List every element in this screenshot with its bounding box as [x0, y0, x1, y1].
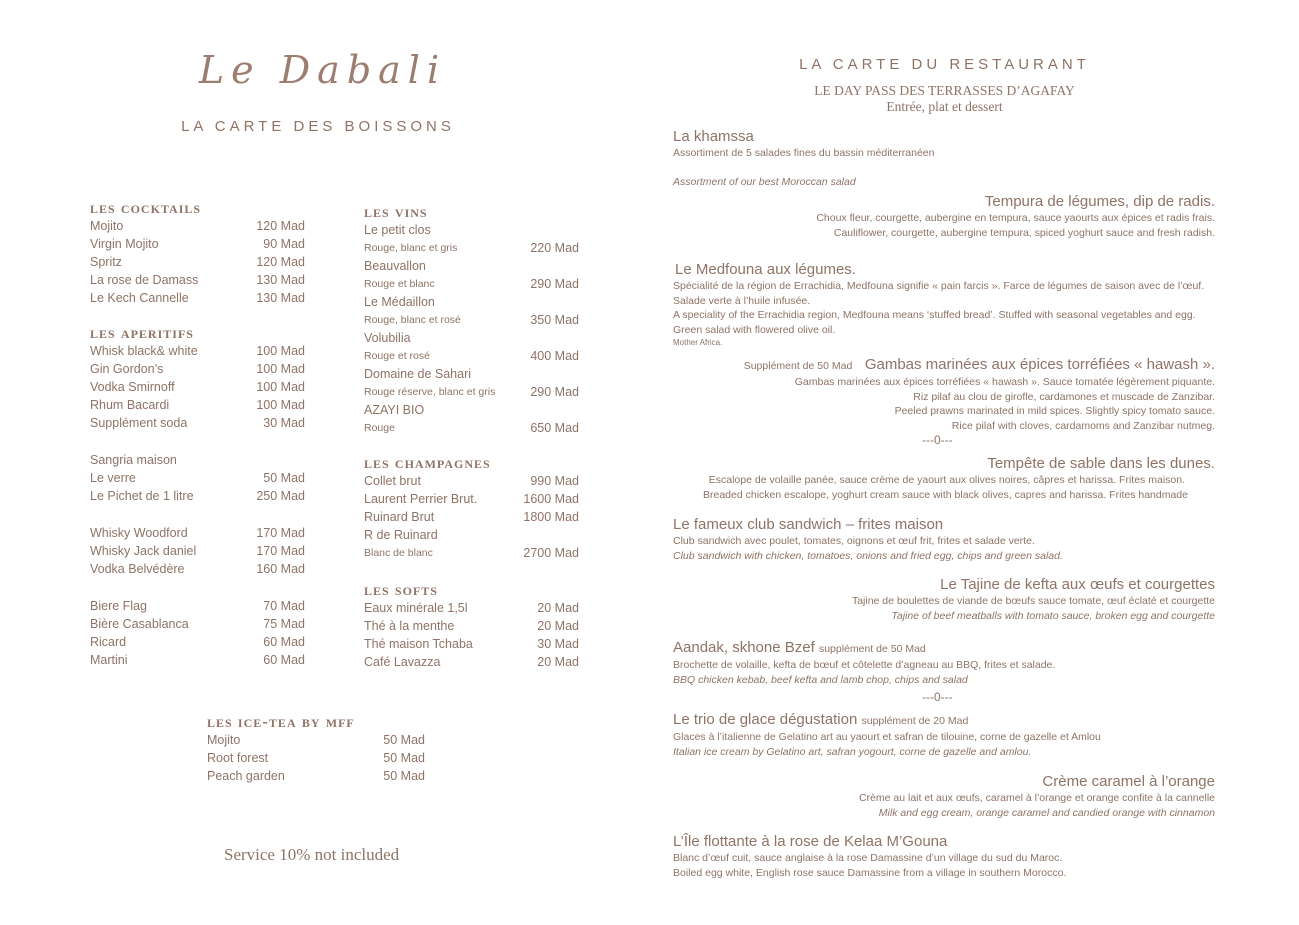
menu-row	[364, 508, 579, 526]
item-name: Rhum Bacardi	[90, 398, 170, 412]
item-price: 20 Mad	[537, 655, 579, 669]
drinks-column-left	[90, 199, 305, 669]
menu-row	[364, 257, 579, 275]
item-price: 50 Mad	[383, 751, 425, 765]
menu-row	[364, 526, 579, 544]
dish-title: Crème caramel à l’orange	[1042, 773, 1215, 790]
item-name: La rose de Damass	[90, 273, 199, 287]
item-name: Spritz	[90, 255, 122, 269]
menu-row	[90, 253, 305, 271]
item-price: 350 Mad	[530, 313, 579, 327]
dish-title-row	[673, 639, 1055, 658]
dish-title: Le Tajine de kefta aux œufs et courgettes	[940, 576, 1215, 593]
menu-row	[90, 271, 305, 289]
dish-khamssa	[673, 128, 934, 189]
menu-row	[90, 451, 305, 469]
item-name: Whisky Woodford	[90, 526, 188, 540]
dish-title: Aandak, skhone Bzef	[673, 639, 815, 656]
menu-row	[90, 633, 305, 651]
item-name: Bière Casablanca	[90, 617, 189, 631]
wine-variant: Rouge	[364, 422, 395, 434]
item-price: 120 Mad	[256, 255, 305, 269]
wine-name: AZAYI BIO	[364, 403, 425, 417]
daypass-header	[672, 83, 1217, 115]
menu-row	[90, 560, 305, 578]
menu-row	[90, 378, 305, 396]
menu-row	[90, 469, 305, 487]
section-title-vins: les vins	[364, 202, 428, 221]
menu-row	[364, 275, 579, 293]
wine-name: Volubilia	[364, 331, 411, 345]
menu-row	[364, 365, 579, 383]
section-title-aperitifs: les aperitifs	[90, 323, 194, 342]
item-price: 160 Mad	[256, 562, 305, 576]
item-name: Supplément soda	[90, 416, 188, 430]
menu-row	[90, 360, 305, 378]
menu-row	[207, 749, 425, 767]
item-price: 70 Mad	[263, 599, 305, 613]
item-price: 50 Mad	[383, 769, 425, 783]
dish-title: L’Île flottante à la rose de Kelaa M’Gouna	[673, 833, 948, 850]
dish-tempura	[816, 193, 1215, 240]
item-price: 100 Mad	[256, 398, 305, 412]
item-price: 20 Mad	[537, 601, 579, 615]
wine-name: Beauvallon	[364, 259, 426, 273]
wine-variant: Rouge et blanc	[364, 278, 435, 290]
dish-desc-fr: Escalope de volaille panée, sauce crème de yaourt aux olives noires, câpres et harissa. Frites maison.	[708, 474, 1185, 486]
item-price: 50 Mad	[383, 733, 425, 747]
section-title-softs: les softs	[364, 580, 438, 599]
wine-name: Domaine de Sahari	[364, 367, 472, 381]
item-price: 990 Mad	[530, 474, 579, 488]
item-price: 250 Mad	[256, 489, 305, 503]
item-name: Le verre	[90, 471, 136, 485]
menu-row	[364, 239, 579, 257]
dish-supplement: Supplément de 50 Mad	[743, 360, 853, 372]
item-price: 1800 Mad	[523, 510, 579, 524]
dish-desc-fr: Assortiment de 5 salades fines du bassin méditerranéen	[673, 147, 935, 159]
item-price: 220 Mad	[530, 241, 579, 255]
item-price: 30 Mad	[263, 416, 305, 430]
menu-row	[90, 217, 305, 235]
dish-desc-fr: Gambas marinées aux épices torréfiées « hawash ». Sauce tomatée légèrement piquante.	[794, 376, 1215, 388]
dish-desc-fr: Spécialité de la région de Errachidia, Medfouna signifie « pain farcis ». Farce de légumes de saison avec de l’œuf.	[673, 280, 1205, 292]
restaurant-menu-title: LA CARTE DU RESTAURANT	[799, 56, 1090, 73]
item-price: 30 Mad	[537, 637, 579, 651]
menu-row	[364, 401, 579, 419]
item-name: Peach garden	[207, 769, 285, 783]
dish-desc-fr: Choux fleur, courgette, aubergine en tempura, sauce yaourts aux épices et radis frais.	[816, 212, 1215, 224]
item-name: Thé maison Tchaba	[364, 637, 473, 651]
dish-credit: Mother Africa.	[673, 338, 723, 347]
dish-desc-en: Milk and egg cream, orange caramel and candied orange with cinnamon	[878, 806, 1215, 819]
menu-row	[364, 293, 579, 311]
item-price: 100 Mad	[256, 380, 305, 394]
dish-ile-flottante	[673, 833, 1066, 880]
item-price: 400 Mad	[530, 349, 579, 363]
menu-row	[90, 289, 305, 307]
menu-row	[364, 329, 579, 347]
wine-variant: Rouge et rosé	[364, 350, 430, 362]
dish-desc-fr: Tajine de boulettes de viande de bœufs sauce tomate, œuf éclaté et courgette	[851, 595, 1215, 607]
item-name: Laurent Perrier Brut.	[364, 492, 478, 506]
dish-aandak	[673, 639, 1055, 687]
item-price: 120 Mad	[256, 219, 305, 233]
dish-desc-en: BBQ chicken kebab, beef kefta and lamb chop, chips and salad	[673, 673, 968, 686]
item-name: Whisk black& white	[90, 344, 198, 358]
item-name: Thé à la menthe	[364, 619, 455, 633]
dish-desc-en: Rice pilaf with cloves, cardamoms and Zanzibar nutmeg.	[951, 419, 1215, 432]
item-price: 130 Mad	[256, 273, 305, 287]
item-name: Vodka Smirnoff	[90, 380, 175, 394]
menu-row	[90, 235, 305, 253]
item-name: Whisky Jack daniel	[90, 544, 197, 558]
wine-variant: Rouge, blanc et gris	[364, 242, 458, 254]
dish-tempete	[703, 455, 1215, 502]
dish-desc-en: Tajine of beef meatballs with tomato sauce, broken egg and courgette	[891, 609, 1215, 622]
dish-desc-fr: Crème au lait et aux œufs, caramel à l’orange et orange confite à la cannelle	[858, 792, 1215, 804]
menu-row	[364, 599, 579, 617]
dish-desc-en: A speciality of the Errachidia region, Medfouna means ‘stuffed bread’. Stuffed with seasonal vegetables and egg.	[673, 309, 1196, 321]
item-price: 100 Mad	[256, 362, 305, 376]
item-price: 290 Mad	[530, 277, 579, 291]
dish-title-row	[744, 356, 1215, 375]
item-name: Mojito	[207, 733, 241, 747]
menu-row	[364, 653, 579, 671]
menu-row	[90, 615, 305, 633]
wine-variant: Rouge, blanc et rosé	[364, 314, 461, 326]
dish-title: Gambas marinées aux épices torréfiées « hawash ».	[864, 356, 1215, 373]
item-price: 1600 Mad	[523, 492, 579, 506]
dish-title: Tempura de légumes, dip de radis.	[984, 193, 1215, 210]
menu-row	[364, 419, 579, 437]
item-price: 290 Mad	[530, 385, 579, 399]
item-name: Le Kech Cannelle	[90, 291, 189, 305]
menu-row	[364, 617, 579, 635]
dish-desc-en: Boiled egg white, English rose sauce Damassine from a village in southern Morocco.	[673, 866, 1067, 879]
dish-supplement: supplément de 50 Mad	[818, 643, 926, 655]
menu-row	[90, 524, 305, 542]
wine-variant: Rouge réserve, blanc et gris	[364, 386, 496, 398]
section-title-champagnes: les champagnes	[364, 453, 491, 472]
sangria-heading: Sangria maison	[90, 453, 177, 467]
dish-title: Tempête de sable dans les dunes.	[987, 455, 1215, 472]
section-title-icetea: les ice-tea by mff	[207, 712, 355, 731]
item-name: Virgin Mojito	[90, 237, 159, 251]
item-price: 90 Mad	[263, 237, 305, 251]
dish-gambas	[744, 356, 1215, 433]
dish-title: Le trio de glace dégustation	[673, 711, 858, 728]
drinks-column-right	[364, 203, 579, 671]
menu-row	[207, 767, 425, 785]
item-price: 2700 Mad	[523, 546, 579, 560]
dish-desc-en: Italian ice cream by Gelatino art, safran yogourt, corne de gazelle and amlou.	[673, 745, 1032, 758]
menu-row	[364, 221, 579, 239]
dish-tajine	[852, 576, 1215, 623]
dish-title: Le Medfouna aux légumes.	[675, 261, 856, 278]
service-note: Service 10% not included	[224, 845, 400, 864]
wine-name: Le Médaillon	[364, 295, 435, 309]
dish-desc-fr: Riz pilaf au clou de girofle, cardamones et muscade de Zanzibar.	[913, 390, 1215, 403]
wine-variant: Blanc de blanc	[364, 547, 433, 559]
item-price: 130 Mad	[256, 291, 305, 305]
menu-row	[90, 542, 305, 560]
dish-desc-en: Assortment of our best Moroccan salad	[673, 175, 856, 188]
menu-row	[207, 731, 425, 749]
dish-desc-en: Club sandwich with chicken, tomatoes, onions and fried egg, chips and green salad.	[673, 549, 1063, 562]
item-price: 75 Mad	[263, 617, 305, 631]
menu-row	[90, 342, 305, 360]
item-price: 20 Mad	[537, 619, 579, 633]
dish-title: La khamssa	[673, 128, 754, 145]
item-name: Le Pichet de 1 litre	[90, 489, 194, 503]
item-price: 100 Mad	[256, 344, 305, 358]
menu-row	[364, 490, 579, 508]
dish-desc-fr: Club sandwich avec poulet, tomates, oignons et œuf frit, frites et salade verte.	[673, 535, 1035, 547]
menu-row	[364, 472, 579, 490]
dish-desc-en: Green salad with flowered olive oil.	[673, 323, 836, 336]
item-price: 170 Mad	[256, 544, 305, 558]
dish-desc-fr: Blanc d’œuf cuit, sauce anglaise à la rose Damassine d’un village du sud du Maroc.	[673, 852, 1063, 864]
dish-title-row	[673, 711, 1101, 730]
dish-supplement: supplément de 20 Mad	[861, 715, 969, 727]
dish-desc-en: Peeled prawns marinated in mild spices. Slightly spicy tomato sauce.	[894, 405, 1215, 417]
wine-name: Le petit clos	[364, 223, 431, 237]
dish-title: Le fameux club sandwich – frites maison	[673, 516, 944, 533]
item-name: Café Lavazza	[364, 655, 441, 669]
item-price: 60 Mad	[263, 635, 305, 649]
dish-medfouna	[673, 261, 1204, 348]
item-name: Martini	[90, 653, 128, 667]
menu-row	[364, 635, 579, 653]
dish-trio-glace	[673, 711, 1101, 759]
drinks-menu-title: LA CARTE DES BOISSONS	[181, 118, 455, 135]
dish-desc-fr: Brochette de volaille, kefta de bœuf et côtelette d’agneau au BBQ, frites et salade.	[673, 659, 1056, 671]
dish-desc-en: Breaded chicken escalope, yoghurt cream sauce with black olives, capres and harissa. Frites handmade	[702, 488, 1188, 501]
menu-row	[364, 347, 579, 365]
item-name: Collet brut	[364, 474, 421, 488]
daypass-subtitle: Entrée, plat et dessert	[886, 99, 1003, 114]
section-title-cocktails: les cocktails	[90, 198, 202, 217]
item-price: 170 Mad	[256, 526, 305, 540]
course-separator: ---0---	[922, 433, 953, 447]
menu-row	[90, 396, 305, 414]
item-name: Mojito	[90, 219, 124, 233]
menu-row	[90, 487, 305, 505]
dish-desc-fr: Glaces à l’italienne de Gelatino art au yaourt et safran de tilouine, corne de gazelle et Amlou	[673, 731, 1101, 743]
restaurant-logo: Le Dabali	[198, 48, 447, 92]
item-name: Ricard	[90, 635, 127, 649]
item-name: Biere Flag	[90, 599, 147, 613]
item-price: 50 Mad	[263, 471, 305, 485]
item-name: Ruinard Brut	[364, 510, 435, 524]
course-separator: ---0---	[922, 690, 953, 704]
menu-row	[90, 597, 305, 615]
dish-desc-fr: Salade verte à l’huile infusée.	[673, 294, 811, 307]
item-price: 650 Mad	[530, 421, 579, 435]
item-name: Eaux minérale 1,5l	[364, 601, 468, 615]
dish-creme-caramel	[859, 773, 1215, 820]
item-name: Root forest	[207, 751, 269, 765]
item-name: Gin Gordon’s	[90, 362, 164, 376]
menu-row	[90, 651, 305, 669]
icetea-section	[207, 713, 425, 785]
menu-row	[90, 414, 305, 432]
item-name: Vodka Belvédère	[90, 562, 185, 576]
dish-club-sandwich	[673, 516, 1063, 563]
menu-row	[364, 311, 579, 329]
dish-desc-en: Cauliflower, courgette, aubergine tempura, spiced yoghurt sauce and fresh radish.	[833, 226, 1215, 239]
item-price: 60 Mad	[263, 653, 305, 667]
menu-row	[364, 544, 579, 562]
menu-row	[364, 383, 579, 401]
daypass-title: LE DAY PASS DES TERRASSES D’AGAFAY	[814, 83, 1075, 98]
item-name: R de Ruinard	[364, 528, 438, 542]
